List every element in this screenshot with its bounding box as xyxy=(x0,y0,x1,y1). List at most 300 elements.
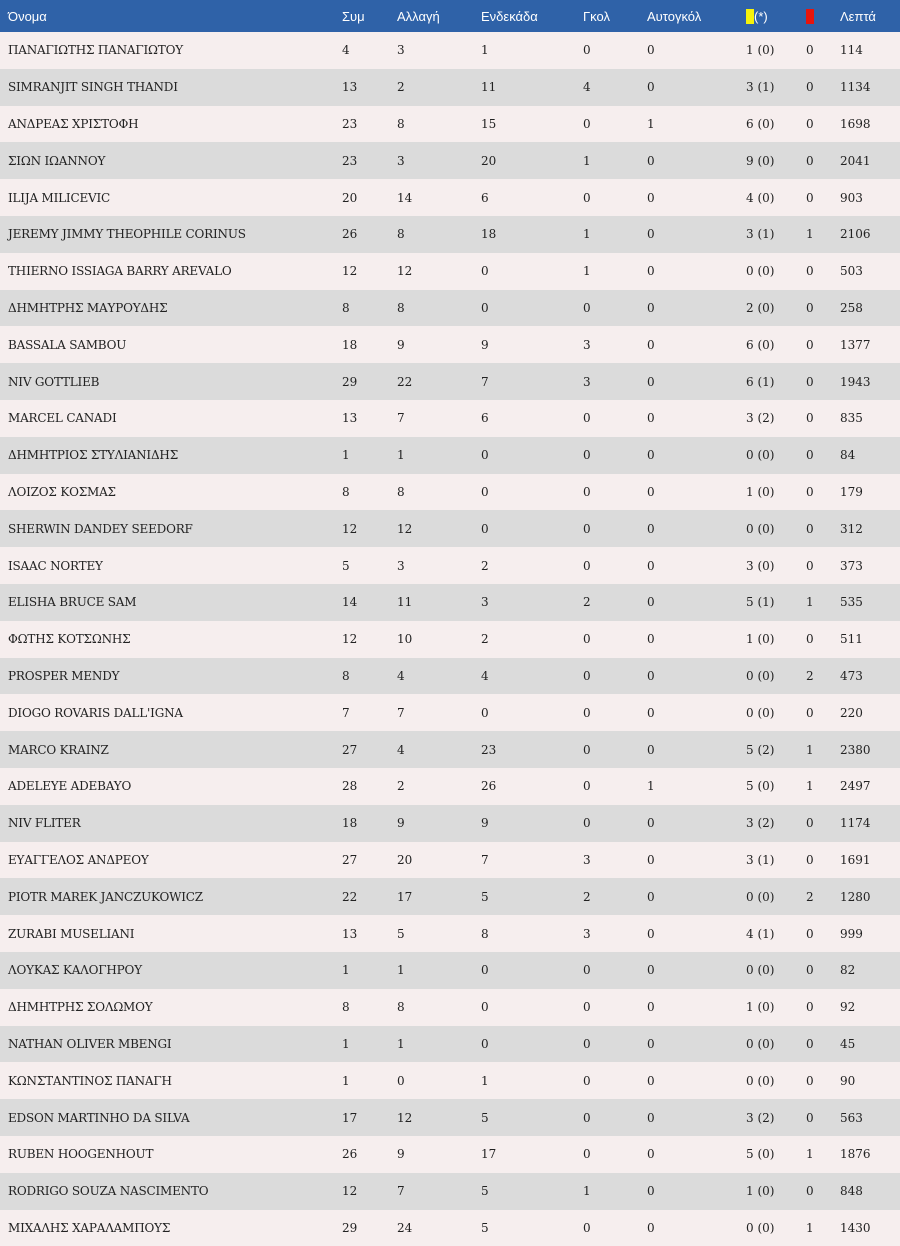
yellow-cards-cell: 0 (0) xyxy=(746,448,775,463)
minutes-cell: 373 xyxy=(840,558,863,573)
starting-cell: 11 xyxy=(481,80,497,95)
minutes-cell: 563 xyxy=(840,1110,863,1125)
yellow-cards-cell: 1 (0) xyxy=(746,1000,775,1015)
player-name-cell[interactable]: MARCEL CANADI xyxy=(8,411,117,426)
subs-cell: 1 xyxy=(397,963,405,978)
goals-cell: 0 xyxy=(583,558,591,573)
col-header-goals[interactable]: Γκολ xyxy=(583,8,610,24)
table-row xyxy=(0,842,900,879)
player-name-cell[interactable]: EDSON MARTINHO DA SILVA xyxy=(8,1110,190,1125)
table-row xyxy=(0,106,900,143)
red-cards-cell: 1 xyxy=(806,595,814,610)
table-row xyxy=(0,326,900,363)
goals-cell: 0 xyxy=(583,742,591,757)
starting-cell: 0 xyxy=(481,484,489,499)
subs-cell: 9 xyxy=(397,1147,405,1162)
appearances-cell: 12 xyxy=(342,264,358,279)
own-goals-cell: 0 xyxy=(647,742,655,757)
own-goals-cell: 0 xyxy=(647,1110,655,1125)
table-row xyxy=(0,179,900,216)
subs-cell: 9 xyxy=(397,816,405,831)
yellow-cards-cell: 0 (0) xyxy=(746,668,775,683)
own-goals-cell: 1 xyxy=(647,116,655,131)
subs-cell: 8 xyxy=(397,484,405,499)
col-header-minutes[interactable]: Λεπτά xyxy=(840,8,876,24)
own-goals-cell: 0 xyxy=(647,80,655,95)
goals-cell: 1 xyxy=(583,227,591,242)
own-goals-cell: 0 xyxy=(647,337,655,352)
goals-cell: 0 xyxy=(583,668,591,683)
starting-cell: 18 xyxy=(481,227,497,242)
minutes-cell: 1430 xyxy=(840,1220,871,1235)
col-header-name[interactable]: Όνομα xyxy=(8,8,47,24)
table-row xyxy=(0,253,900,290)
table-row xyxy=(0,584,900,621)
subs-cell: 4 xyxy=(397,668,405,683)
minutes-cell: 503 xyxy=(840,264,863,279)
player-name-cell[interactable]: NIV FLITER xyxy=(8,816,81,831)
yellow-cards-cell: 3 (2) xyxy=(746,1110,775,1125)
appearances-cell: 20 xyxy=(342,190,358,205)
starting-cell: 1 xyxy=(481,1073,489,1088)
starting-cell: 7 xyxy=(481,374,489,389)
yellow-suffix: (*) xyxy=(754,8,768,24)
goals-cell: 0 xyxy=(583,190,591,205)
appearances-cell: 5 xyxy=(342,558,350,573)
player-name-cell[interactable]: ΑΝΔΡΕΑΣ ΧΡΙΣΤΟΦΗ xyxy=(8,116,139,131)
minutes-cell: 114 xyxy=(840,43,863,58)
goals-cell: 0 xyxy=(583,1147,591,1162)
player-name-cell[interactable]: THIERNO ISSIAGA BARRY AREVALO xyxy=(8,264,232,279)
table-row xyxy=(0,142,900,179)
red-cards-cell: 0 xyxy=(806,852,814,867)
col-header-own-goals[interactable]: Αυτογκόλ xyxy=(647,8,702,24)
goals-cell: 3 xyxy=(583,926,591,941)
player-name-cell[interactable]: NATHAN OLIVER MBENGI xyxy=(8,1036,172,1051)
red-cards-cell: 0 xyxy=(806,926,814,941)
subs-cell: 3 xyxy=(397,153,405,168)
player-name-cell[interactable]: ΛΟΥΚΑΣ ΚΑΛΟΓΗΡΟΥ xyxy=(8,963,142,978)
subs-cell: 3 xyxy=(397,558,405,573)
yellow-cards-cell: 3 (2) xyxy=(746,411,775,426)
table-row xyxy=(0,952,900,989)
appearances-cell: 27 xyxy=(342,742,358,757)
appearances-cell: 8 xyxy=(342,668,350,683)
minutes-cell: 2106 xyxy=(840,227,871,242)
red-cards-cell: 0 xyxy=(806,411,814,426)
player-name-cell[interactable]: MARCO KRAINZ xyxy=(8,742,109,757)
table-row xyxy=(0,437,900,474)
player-name-cell[interactable]: ΔΗΜΗΤΡΙΟΣ ΣΤΥΛΙΑΝΙΔΗΣ xyxy=(8,448,178,463)
red-cards-cell: 0 xyxy=(806,337,814,352)
minutes-cell: 1698 xyxy=(840,116,871,131)
player-name-cell[interactable]: SIMRANJIT SINGH THANDI xyxy=(8,80,178,95)
minutes-cell: 258 xyxy=(840,300,863,315)
yellow-cards-cell: 6 (1) xyxy=(746,374,775,389)
yellow-cards-cell: 0 (0) xyxy=(746,705,775,720)
goals-cell: 0 xyxy=(583,300,591,315)
minutes-cell: 999 xyxy=(840,926,863,941)
col-header-starting[interactable]: Ενδεκάδα xyxy=(481,8,538,24)
appearances-cell: 12 xyxy=(342,632,358,647)
red-cards-cell: 0 xyxy=(806,558,814,573)
red-cards-cell: 0 xyxy=(806,1184,814,1199)
goals-cell: 0 xyxy=(583,1220,591,1235)
appearances-cell: 14 xyxy=(342,595,358,610)
subs-cell: 2 xyxy=(397,779,405,794)
appearances-cell: 23 xyxy=(342,153,358,168)
yellow-cards-cell: 0 (0) xyxy=(746,521,775,536)
starting-cell: 1 xyxy=(481,43,489,58)
minutes-cell: 90 xyxy=(840,1073,856,1088)
goals-cell: 0 xyxy=(583,779,591,794)
col-header-subs[interactable]: Αλλαγή xyxy=(397,8,440,24)
goals-cell: 0 xyxy=(583,1000,591,1015)
table-header xyxy=(0,0,900,32)
appearances-cell: 8 xyxy=(342,300,350,315)
minutes-cell: 179 xyxy=(840,484,863,499)
goals-cell: 4 xyxy=(583,80,591,95)
yellow-cards-cell: 1 (0) xyxy=(746,632,775,647)
yellow-cards-cell: 2 (0) xyxy=(746,300,775,315)
appearances-cell: 28 xyxy=(342,779,358,794)
table-row xyxy=(0,69,900,106)
table-row xyxy=(0,363,900,400)
appearances-cell: 12 xyxy=(342,521,358,536)
appearances-cell: 17 xyxy=(342,1110,358,1125)
player-name-cell[interactable]: PROSPER MENDY xyxy=(8,668,120,683)
starting-cell: 9 xyxy=(481,337,489,352)
appearances-cell: 13 xyxy=(342,926,358,941)
goals-cell: 1 xyxy=(583,153,591,168)
minutes-cell: 1943 xyxy=(840,374,871,389)
header-row xyxy=(0,0,900,32)
starting-cell: 5 xyxy=(481,1220,489,1235)
minutes-cell: 1377 xyxy=(840,337,871,352)
subs-cell: 8 xyxy=(397,116,405,131)
minutes-cell: 1876 xyxy=(840,1147,871,1162)
subs-cell: 10 xyxy=(397,632,413,647)
own-goals-cell: 0 xyxy=(647,632,655,647)
player-name-cell[interactable]: ELISHA BRUCE SAM xyxy=(8,595,137,610)
red-cards-cell: 0 xyxy=(806,963,814,978)
appearances-cell: 8 xyxy=(342,484,350,499)
player-name-cell[interactable]: ΜΙΧΑΛΗΣ ΧΑΡΑΛΑΜΠΟΥΣ xyxy=(8,1220,171,1235)
red-cards-cell: 0 xyxy=(806,190,814,205)
starting-cell: 3 xyxy=(481,595,489,610)
subs-cell: 22 xyxy=(397,374,413,389)
appearances-cell: 4 xyxy=(342,43,350,58)
goals-cell: 1 xyxy=(583,1184,591,1199)
red-cards-cell: 1 xyxy=(806,779,814,794)
minutes-cell: 220 xyxy=(840,705,863,720)
player-name-cell[interactable]: ZURABI MUSELIANI xyxy=(8,926,135,941)
player-name-cell[interactable]: ΠΑΝΑΓΙΩΤΗΣ ΠΑΝΑΓΙΩΤΟΥ xyxy=(8,43,183,58)
table-row xyxy=(0,1062,900,1099)
minutes-cell: 535 xyxy=(840,595,863,610)
starting-cell: 0 xyxy=(481,264,489,279)
minutes-cell: 1691 xyxy=(840,852,871,867)
yellow-cards-cell: 3 (1) xyxy=(746,852,775,867)
starting-cell: 15 xyxy=(481,116,497,131)
minutes-cell: 835 xyxy=(840,411,863,426)
subs-cell: 2 xyxy=(397,80,405,95)
yellow-cards-cell: 4 (0) xyxy=(746,190,775,205)
red-cards-cell: 0 xyxy=(806,448,814,463)
own-goals-cell: 0 xyxy=(647,816,655,831)
table-row xyxy=(0,731,900,768)
starting-cell: 5 xyxy=(481,1184,489,1199)
yellow-cards-cell: 3 (1) xyxy=(746,80,775,95)
red-cards-cell: 0 xyxy=(806,816,814,831)
own-goals-cell: 0 xyxy=(647,926,655,941)
minutes-cell: 848 xyxy=(840,1184,863,1199)
yellow-cards-cell: 1 (0) xyxy=(746,484,775,499)
table-row xyxy=(0,1026,900,1063)
yellow-cards-cell: 5 (0) xyxy=(746,1147,775,1162)
own-goals-cell: 0 xyxy=(647,852,655,867)
appearances-cell: 12 xyxy=(342,1184,358,1199)
starting-cell: 0 xyxy=(481,705,489,720)
own-goals-cell: 1 xyxy=(647,779,655,794)
red-card-icon xyxy=(806,9,814,24)
player-name-cell[interactable]: ΔΗΜΗΤΡΗΣ ΜΑΥΡΟΥΔΗΣ xyxy=(8,300,168,315)
table-row xyxy=(0,805,900,842)
table-row xyxy=(0,878,900,915)
minutes-cell: 84 xyxy=(840,448,856,463)
yellow-cards-cell: 1 (0) xyxy=(746,1184,775,1199)
own-goals-cell: 0 xyxy=(647,963,655,978)
goals-cell: 0 xyxy=(583,116,591,131)
red-cards-cell: 2 xyxy=(806,889,814,904)
appearances-cell: 26 xyxy=(342,1147,358,1162)
starting-cell: 6 xyxy=(481,411,489,426)
goals-cell: 2 xyxy=(583,889,591,904)
appearances-cell: 18 xyxy=(342,816,358,831)
minutes-cell: 2497 xyxy=(840,779,871,794)
goals-cell: 1 xyxy=(583,264,591,279)
table-row xyxy=(0,621,900,658)
starting-cell: 0 xyxy=(481,1000,489,1015)
red-cards-cell: 1 xyxy=(806,1220,814,1235)
appearances-cell: 23 xyxy=(342,116,358,131)
table-row xyxy=(0,1210,900,1246)
own-goals-cell: 0 xyxy=(647,190,655,205)
yellow-cards-cell: 3 (2) xyxy=(746,816,775,831)
goals-cell: 3 xyxy=(583,337,591,352)
table-row xyxy=(0,915,900,952)
starting-cell: 20 xyxy=(481,153,497,168)
starting-cell: 0 xyxy=(481,1036,489,1051)
player-name-cell[interactable]: RODRIGO SOUZA NASCIMENTO xyxy=(8,1184,209,1199)
player-name-cell[interactable]: BASSALA SAMBOU xyxy=(8,337,127,352)
goals-cell: 0 xyxy=(583,705,591,720)
yellow-cards-cell: 3 (1) xyxy=(746,227,775,242)
starting-cell: 2 xyxy=(481,632,489,647)
goals-cell: 3 xyxy=(583,374,591,389)
appearances-cell: 1 xyxy=(342,1036,350,1051)
appearances-cell: 27 xyxy=(342,852,358,867)
own-goals-cell: 0 xyxy=(647,1220,655,1235)
appearances-cell: 7 xyxy=(342,705,350,720)
yellow-cards-cell: 0 (0) xyxy=(746,963,775,978)
minutes-cell: 2041 xyxy=(840,153,871,168)
subs-cell: 7 xyxy=(397,705,405,720)
yellow-cards-cell: 0 (0) xyxy=(746,264,775,279)
minutes-cell: 1280 xyxy=(840,889,871,904)
own-goals-cell: 0 xyxy=(647,484,655,499)
yellow-cards-cell: 1 (0) xyxy=(746,43,775,58)
own-goals-cell: 0 xyxy=(647,300,655,315)
minutes-cell: 82 xyxy=(840,963,856,978)
appearances-cell: 1 xyxy=(342,1073,350,1088)
starting-cell: 26 xyxy=(481,779,497,794)
appearances-cell: 22 xyxy=(342,889,358,904)
player-name-cell[interactable]: RUBEN HOOGENHOUT xyxy=(8,1147,154,1162)
starting-cell: 5 xyxy=(481,889,489,904)
red-cards-cell: 0 xyxy=(806,705,814,720)
red-cards-cell: 2 xyxy=(806,668,814,683)
red-cards-cell: 0 xyxy=(806,1073,814,1088)
goals-cell: 0 xyxy=(583,632,591,647)
subs-cell: 24 xyxy=(397,1220,413,1235)
subs-cell: 4 xyxy=(397,742,405,757)
table-row xyxy=(0,768,900,805)
player-name-cell[interactable]: ΦΩΤΗΣ ΚΟΤΣΩΝΗΣ xyxy=(8,632,131,647)
subs-cell: 7 xyxy=(397,1184,405,1199)
red-cards-cell: 0 xyxy=(806,80,814,95)
own-goals-cell: 0 xyxy=(647,521,655,536)
yellow-cards-cell: 5 (2) xyxy=(746,742,775,757)
starting-cell: 6 xyxy=(481,190,489,205)
own-goals-cell: 0 xyxy=(647,264,655,279)
goals-cell: 0 xyxy=(583,43,591,58)
own-goals-cell: 0 xyxy=(647,227,655,242)
minutes-cell: 312 xyxy=(840,521,863,536)
red-cards-cell: 0 xyxy=(806,632,814,647)
yellow-cards-cell: 0 (0) xyxy=(746,889,775,904)
own-goals-cell: 0 xyxy=(647,153,655,168)
goals-cell: 0 xyxy=(583,448,591,463)
table-row xyxy=(0,32,900,69)
starting-cell: 4 xyxy=(481,668,489,683)
starting-cell: 5 xyxy=(481,1110,489,1125)
subs-cell: 8 xyxy=(397,227,405,242)
yellow-cards-cell: 6 (0) xyxy=(746,337,775,352)
subs-cell: 0 xyxy=(397,1073,405,1088)
col-header-appearances[interactable]: Συμ xyxy=(342,8,365,24)
player-name-cell[interactable]: ADELEYE ADEBAYO xyxy=(8,779,132,794)
red-cards-cell: 0 xyxy=(806,153,814,168)
player-name-cell[interactable]: ΚΩΝΣΤΑΝΤΙΝΟΣ ΠΑΝΑΓΗ xyxy=(8,1073,172,1088)
yellow-cards-cell: 0 (0) xyxy=(746,1036,775,1051)
appearances-cell: 1 xyxy=(342,448,350,463)
appearances-cell: 13 xyxy=(342,411,358,426)
minutes-cell: 903 xyxy=(840,190,863,205)
minutes-cell: 1134 xyxy=(840,80,871,95)
appearances-cell: 29 xyxy=(342,374,358,389)
yellow-cards-cell: 4 (1) xyxy=(746,926,775,941)
yellow-cards-cell: 5 (0) xyxy=(746,779,775,794)
red-cards-cell: 0 xyxy=(806,1000,814,1015)
table-row xyxy=(0,474,900,511)
player-name-cell[interactable]: ΕΥΑΓΓΕΛΟΣ ΑΝΔΡΕΟΥ xyxy=(8,852,149,867)
subs-cell: 7 xyxy=(397,411,405,426)
own-goals-cell: 0 xyxy=(647,1000,655,1015)
table-row xyxy=(0,216,900,253)
starting-cell: 8 xyxy=(481,926,489,941)
table-row xyxy=(0,290,900,327)
appearances-cell: 13 xyxy=(342,80,358,95)
minutes-cell: 473 xyxy=(840,668,863,683)
appearances-cell: 26 xyxy=(342,227,358,242)
starting-cell: 0 xyxy=(481,521,489,536)
player-name-cell[interactable]: ΛΟΙΖΟΣ ΚΟΣΜΑΣ xyxy=(8,484,116,499)
subs-cell: 5 xyxy=(397,926,405,941)
subs-cell: 1 xyxy=(397,1036,405,1051)
yellow-cards-cell: 5 (1) xyxy=(746,595,775,610)
own-goals-cell: 0 xyxy=(647,1184,655,1199)
red-cards-cell: 1 xyxy=(806,1147,814,1162)
yellow-cards-cell: 6 (0) xyxy=(746,116,775,131)
appearances-cell: 29 xyxy=(342,1220,358,1235)
player-name-cell[interactable]: NIV GOTTLIEB xyxy=(8,374,100,389)
table-row xyxy=(0,547,900,584)
player-name-cell[interactable]: DIOGO ROVARIS DALL'IGNA xyxy=(8,705,183,720)
red-cards-cell: 0 xyxy=(806,264,814,279)
own-goals-cell: 0 xyxy=(647,889,655,904)
starting-cell: 2 xyxy=(481,558,489,573)
goals-cell: 0 xyxy=(583,1110,591,1125)
red-cards-cell: 0 xyxy=(806,484,814,499)
player-name-cell[interactable]: SHERWIN DANDEY SEEDORF xyxy=(8,521,193,536)
goals-cell: 0 xyxy=(583,816,591,831)
own-goals-cell: 0 xyxy=(647,1147,655,1162)
minutes-cell: 45 xyxy=(840,1036,856,1051)
red-cards-cell: 0 xyxy=(806,374,814,389)
table-row xyxy=(0,400,900,437)
minutes-cell: 2380 xyxy=(840,742,871,757)
own-goals-cell: 0 xyxy=(647,374,655,389)
col-header-yellow[interactable] xyxy=(746,0,806,32)
starting-cell: 0 xyxy=(481,300,489,315)
subs-cell: 8 xyxy=(397,1000,405,1015)
own-goals-cell: 0 xyxy=(647,1073,655,1088)
player-name-cell[interactable]: ILIJA MILICEVIC xyxy=(8,190,111,205)
subs-cell: 3 xyxy=(397,43,405,58)
player-name-cell[interactable]: ISAAC NORTEY xyxy=(8,558,103,573)
subs-cell: 12 xyxy=(397,521,413,536)
own-goals-cell: 0 xyxy=(647,705,655,720)
subs-cell: 12 xyxy=(397,264,413,279)
red-cards-cell: 1 xyxy=(806,227,814,242)
table-row xyxy=(0,510,900,547)
table-row xyxy=(0,1173,900,1210)
yellow-cards-cell: 3 (0) xyxy=(746,558,775,573)
red-cards-cell: 1 xyxy=(806,742,814,757)
player-name-cell[interactable]: ΣΙΩΝ ΙΩΑΝΝΟΥ xyxy=(8,153,106,168)
starting-cell: 0 xyxy=(481,963,489,978)
player-name-cell[interactable]: PIOTR MAREK JANCZUKOWICZ xyxy=(8,889,203,904)
goals-cell: 3 xyxy=(583,852,591,867)
subs-cell: 1 xyxy=(397,448,405,463)
red-cards-cell: 0 xyxy=(806,43,814,58)
col-header-red[interactable] xyxy=(806,0,840,32)
player-name-cell[interactable]: ΔΗΜΗΤΡΗΣ ΣΟΛΩΜΟΥ xyxy=(8,1000,153,1015)
table-body xyxy=(0,32,900,1246)
player-name-cell[interactable]: JEREMY JIMMY THEOPHILE CORINUS xyxy=(8,227,246,242)
subs-cell: 11 xyxy=(397,595,413,610)
